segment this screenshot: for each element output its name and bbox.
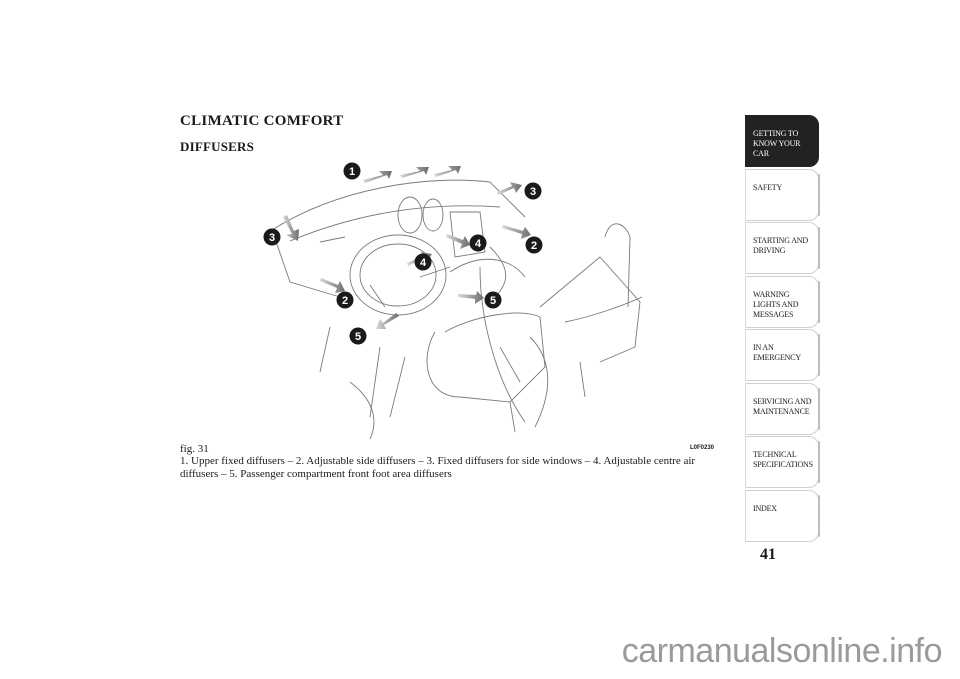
tab-index[interactable] <box>745 490 819 542</box>
tab-starting-and-driving[interactable] <box>745 222 819 274</box>
figure-caption: 1. Upper fixed diffusers – 2. Adjustable side diffusers – 3. Fixed diffusers for side windows – 4. Adjustable centre air diffusers – 5. Passenger compartment front foot area diffusers <box>180 455 696 480</box>
tab-servicing-and-maintenance[interactable] <box>745 383 819 435</box>
page-number: 41 <box>760 546 776 563</box>
callout-marker <box>344 163 361 180</box>
section-title: CLIMATIC COMFORT <box>180 113 344 129</box>
tab-label: GETTING TO KNOW YOUR CAR <box>753 129 801 158</box>
tab-label: IN AN EMERGENCY <box>753 343 801 362</box>
callout-number: 5 <box>489 295 497 307</box>
callout-marker <box>485 292 502 309</box>
callout-marker <box>415 254 432 271</box>
figure-code: L0F0230 <box>690 445 715 451</box>
callout-markers <box>264 163 543 345</box>
watermark: carmanualsonline.info <box>621 632 942 670</box>
callout-marker <box>525 183 542 200</box>
callout-number: 4 <box>419 257 427 269</box>
chapter-tabs <box>745 115 819 543</box>
callout-number: 5 <box>354 331 362 343</box>
cabin-illustration <box>180 157 725 442</box>
callout-marker <box>470 235 487 252</box>
tab-warning-lights-and-messages[interactable] <box>745 276 819 328</box>
callout-marker <box>264 229 281 246</box>
callout-marker <box>350 328 367 345</box>
dashboard-drawing <box>272 180 642 439</box>
tab-in-an-emergency[interactable] <box>745 329 819 381</box>
callout-marker <box>526 237 543 254</box>
callout-number: 3 <box>529 186 537 198</box>
callout-number: 2 <box>530 240 538 252</box>
tab-label: TECHNICAL SPECIFICATIONS <box>753 450 813 469</box>
tab-label: WARNING LIGHTS AND MESSAGES <box>753 289 799 319</box>
callout-number: 1 <box>348 166 356 178</box>
tab-technical-specifications[interactable] <box>745 436 819 488</box>
tab-label: INDEX <box>753 503 777 513</box>
subsection-title: DIFFUSERS <box>180 139 255 154</box>
callout-number: 3 <box>268 232 276 244</box>
tab-label: SERVICING AND MAINTENANCE <box>753 396 812 416</box>
callout-number: 2 <box>341 295 349 307</box>
callout-marker <box>337 292 354 309</box>
tab-safety[interactable] <box>745 169 819 221</box>
tab-label: STARTING AND DRIVING <box>753 236 808 255</box>
callout-number: 4 <box>474 238 482 250</box>
figure-label: fig. 31 <box>180 443 209 455</box>
diffusers-figure <box>180 157 725 442</box>
tab-label: SAFETY <box>753 182 783 192</box>
tab-getting-to-know-your-car[interactable] <box>745 115 819 167</box>
